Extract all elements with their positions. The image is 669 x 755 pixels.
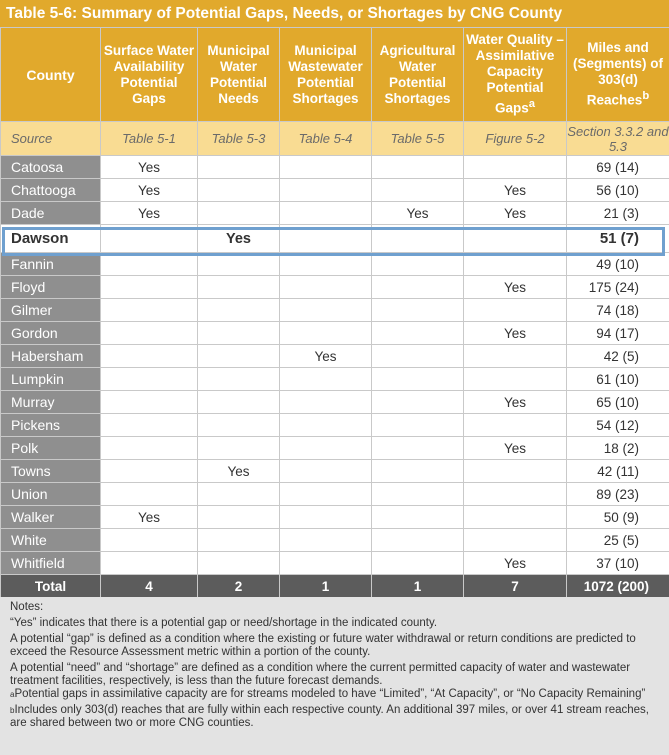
table-title: Table 5-6: Summary of Potential Gaps, Needs, or Shortages by CNG County: [0, 0, 669, 27]
cell-municipal-water: [198, 483, 280, 506]
cell-municipal-water: [198, 322, 280, 345]
cell-municipal-wastewater: [280, 322, 372, 345]
col-header-municipal-wastewater: Municipal Wastewater Potential Shortages: [280, 28, 372, 122]
cell-municipal-wastewater: [280, 156, 372, 179]
table-row: [1, 437, 669, 460]
table-row: [1, 179, 669, 202]
cell-water-quality: [464, 253, 567, 276]
cell-agricultural: [372, 368, 464, 391]
cell-municipal-wastewater: [280, 437, 372, 460]
col-header-water-quality: [464, 28, 567, 122]
cell-water-quality: [464, 156, 567, 179]
cell-water-quality: Yes: [464, 179, 567, 202]
cell-county: Dawson: [1, 225, 101, 253]
total-municipal-wastewater: 1: [280, 575, 372, 599]
cell-municipal-wastewater: [280, 506, 372, 529]
cell-miles: 42 (11): [567, 460, 669, 483]
cell-miles: 74 (18): [567, 299, 669, 322]
cell-surface-water: [101, 225, 198, 253]
note-b-text: Includes only 303(d) reaches that are fully within each respective county. An additional 397 miles, or over 41 stream reaches, are shared between two or more CNG counties.: [10, 704, 649, 729]
cell-agricultural: [372, 552, 464, 575]
source-surface: Table 5-1: [101, 122, 198, 156]
table-row: [1, 156, 669, 179]
cell-municipal-water: [198, 391, 280, 414]
cell-water-quality: [464, 483, 567, 506]
cell-surface-water: Yes: [101, 156, 198, 179]
cell-county: Lumpkin: [1, 368, 101, 391]
total-row: [1, 575, 669, 599]
cell-miles: 61 (10): [567, 368, 669, 391]
note-b: [10, 704, 661, 730]
total-label: Total: [1, 575, 101, 599]
cell-surface-water: [101, 437, 198, 460]
table-row: [1, 299, 669, 322]
cell-agricultural: [372, 460, 464, 483]
cell-miles: 69 (14): [567, 156, 669, 179]
cell-surface-water: [101, 483, 198, 506]
cell-municipal-water: [198, 414, 280, 437]
table-row: [1, 225, 669, 253]
cell-county: Fannin: [1, 253, 101, 276]
source-label: Source: [1, 122, 101, 156]
cell-municipal-water: [198, 368, 280, 391]
cell-municipal-wastewater: [280, 299, 372, 322]
table-row: [1, 253, 669, 276]
note-yes: “Yes” indicates that there is a potential gap or need/shortage in the indicated county.: [10, 617, 438, 629]
note-need: [10, 662, 661, 701]
col-header-water-quality-label: Water Quality – Assimilative Capacity Potential Gaps: [466, 32, 564, 116]
cell-agricultural: [372, 391, 464, 414]
cell-agricultural: [372, 437, 464, 460]
cell-county: Towns: [1, 460, 101, 483]
cell-municipal-water: [198, 506, 280, 529]
cell-water-quality: Yes: [464, 276, 567, 299]
table-row: [1, 529, 669, 552]
table-row: [1, 506, 669, 529]
cell-county: Union: [1, 483, 101, 506]
cell-municipal-wastewater: [280, 179, 372, 202]
cell-surface-water: [101, 322, 198, 345]
cell-agricultural: [372, 506, 464, 529]
notes-section: [0, 597, 669, 755]
cell-miles: 21 (3): [567, 202, 669, 225]
cell-municipal-wastewater: [280, 276, 372, 299]
cell-water-quality: [464, 225, 567, 253]
col-header-county: County: [1, 28, 101, 122]
note-gap: A potential “gap” is defined as a condition where the existing or future water withdrawal or return conditions are predicted to exceed the Resource Assessment metric within a portion of the county.: [10, 633, 636, 658]
cell-surface-water: [101, 414, 198, 437]
cell-county: Habersham: [1, 345, 101, 368]
note-a-marker: a: [10, 690, 15, 699]
cell-miles: 175 (24): [567, 276, 669, 299]
cell-water-quality: Yes: [464, 437, 567, 460]
cell-surface-water: [101, 345, 198, 368]
cell-county: Murray: [1, 391, 101, 414]
source-row: [1, 122, 669, 156]
cell-surface-water: Yes: [101, 179, 198, 202]
cell-county: Catoosa: [1, 156, 101, 179]
cell-agricultural: [372, 529, 464, 552]
cell-water-quality: Yes: [464, 552, 567, 575]
cell-agricultural: [372, 179, 464, 202]
gaps-table: [0, 27, 669, 599]
cell-water-quality: [464, 506, 567, 529]
col-header-surface-water: Surface Water Availability Potential Gaps: [101, 28, 198, 122]
cell-agricultural: Yes: [372, 202, 464, 225]
cell-municipal-wastewater: [280, 414, 372, 437]
cell-agricultural: [372, 483, 464, 506]
col-header-miles-label: Miles and (Segments) of 303(d) Reaches: [572, 40, 663, 108]
total-water-quality: 7: [464, 575, 567, 599]
total-miles: 1072 (200): [567, 575, 669, 599]
cell-municipal-water: [198, 253, 280, 276]
table-row: [1, 276, 669, 299]
table-row: [1, 368, 669, 391]
cell-surface-water: [101, 299, 198, 322]
cell-municipal-water: [198, 299, 280, 322]
cell-municipal-wastewater: [280, 460, 372, 483]
cell-agricultural: [372, 345, 464, 368]
table-row: [1, 391, 669, 414]
cell-miles: 37 (10): [567, 552, 669, 575]
notes-heading: Notes:: [10, 601, 44, 613]
cell-surface-water: [101, 253, 198, 276]
table-row: [1, 322, 669, 345]
cell-county: Dade: [1, 202, 101, 225]
footnote-a-marker: a: [528, 98, 536, 111]
cell-miles: 50 (9): [567, 506, 669, 529]
cell-county: White: [1, 529, 101, 552]
cell-municipal-wastewater: [280, 552, 372, 575]
table-row: [1, 202, 669, 225]
cell-water-quality: [464, 299, 567, 322]
cell-municipal-water: Yes: [198, 225, 280, 253]
cell-water-quality: Yes: [464, 391, 567, 414]
cell-municipal-wastewater: [280, 225, 372, 253]
table-row: [1, 483, 669, 506]
cell-agricultural: [372, 414, 464, 437]
cell-municipal-wastewater: [280, 529, 372, 552]
cell-county: Pickens: [1, 414, 101, 437]
cell-municipal-wastewater: [280, 391, 372, 414]
cell-surface-water: [101, 529, 198, 552]
note-need-text: A potential “need” and “shortage” are defined as a condition where the current permitted capacity of water and wastewater treatment facilities, respectively, is less than the future forecast demands.: [10, 662, 631, 687]
footnote-b-marker: b: [642, 90, 650, 103]
cell-miles: 18 (2): [567, 437, 669, 460]
cell-municipal-water: [198, 529, 280, 552]
cell-surface-water: [101, 368, 198, 391]
col-header-municipal-water: Municipal Water Potential Needs: [198, 28, 280, 122]
total-surface: 4: [101, 575, 198, 599]
cell-municipal-water: [198, 552, 280, 575]
cell-municipal-water: [198, 276, 280, 299]
total-agricultural: 1: [372, 575, 464, 599]
source-agricultural: Table 5-5: [372, 122, 464, 156]
cell-municipal-wastewater: [280, 202, 372, 225]
cell-miles: 56 (10): [567, 179, 669, 202]
cell-water-quality: [464, 368, 567, 391]
col-header-agricultural: Agricultural Water Potential Shortages: [372, 28, 464, 122]
cell-agricultural: [372, 225, 464, 253]
cell-agricultural: [372, 276, 464, 299]
source-miles: Section 3.3.2 and 5.3: [567, 123, 669, 154]
cell-miles: 94 (17): [567, 322, 669, 345]
cell-water-quality: Yes: [464, 202, 567, 225]
col-header-miles: [567, 28, 669, 122]
cell-surface-water: [101, 460, 198, 483]
cell-miles: 42 (5): [567, 345, 669, 368]
cell-water-quality: [464, 345, 567, 368]
table-row: [1, 552, 669, 575]
cell-miles: 25 (5): [567, 529, 669, 552]
note-b-marker: b: [10, 706, 15, 715]
cell-municipal-wastewater: Yes: [280, 345, 372, 368]
cell-surface-water: [101, 552, 198, 575]
cell-miles: 89 (23): [567, 483, 669, 506]
table-row: [1, 345, 669, 368]
cell-miles: 51 (7): [567, 225, 669, 253]
source-municipal-wastewater: Table 5-4: [280, 122, 372, 156]
cell-miles: 54 (12): [567, 414, 669, 437]
cell-water-quality: Yes: [464, 322, 567, 345]
note-a-text: Potential gaps in assimilative capacity are for streams modeled to have “Limited”, “At Capacity”, or “No Capacity Remaining”: [14, 688, 646, 700]
cell-surface-water: [101, 391, 198, 414]
cell-surface-water: Yes: [101, 202, 198, 225]
cell-agricultural: [372, 156, 464, 179]
source-municipal-water: Table 5-3: [198, 122, 280, 156]
cell-municipal-wastewater: [280, 483, 372, 506]
source-water-quality: Figure 5-2: [464, 122, 567, 156]
table-row: [1, 460, 669, 483]
cell-municipal-wastewater: [280, 368, 372, 391]
cell-county: Gilmer: [1, 299, 101, 322]
cell-water-quality: [464, 529, 567, 552]
cell-municipal-wastewater: [280, 253, 372, 276]
cell-county: Whitfield: [1, 552, 101, 575]
cell-municipal-water: [198, 437, 280, 460]
cell-water-quality: [464, 414, 567, 437]
cell-surface-water: [101, 276, 198, 299]
cell-county: Gordon: [1, 322, 101, 345]
cell-municipal-water: [198, 179, 280, 202]
cell-county: Walker: [1, 506, 101, 529]
cell-agricultural: [372, 299, 464, 322]
table-row: [1, 414, 669, 437]
cell-county: Floyd: [1, 276, 101, 299]
cell-municipal-water: Yes: [198, 460, 280, 483]
cell-miles: 65 (10): [567, 391, 669, 414]
cell-surface-water: Yes: [101, 506, 198, 529]
header-row: [1, 28, 669, 122]
cell-agricultural: [372, 322, 464, 345]
total-municipal-water: 2: [198, 575, 280, 599]
cell-miles: 49 (10): [567, 253, 669, 276]
cell-county: Chattooga: [1, 179, 101, 202]
cell-municipal-water: [198, 202, 280, 225]
cell-water-quality: [464, 460, 567, 483]
cell-county: Polk: [1, 437, 101, 460]
cell-municipal-water: [198, 156, 280, 179]
cell-municipal-water: [198, 345, 280, 368]
cell-agricultural: [372, 253, 464, 276]
